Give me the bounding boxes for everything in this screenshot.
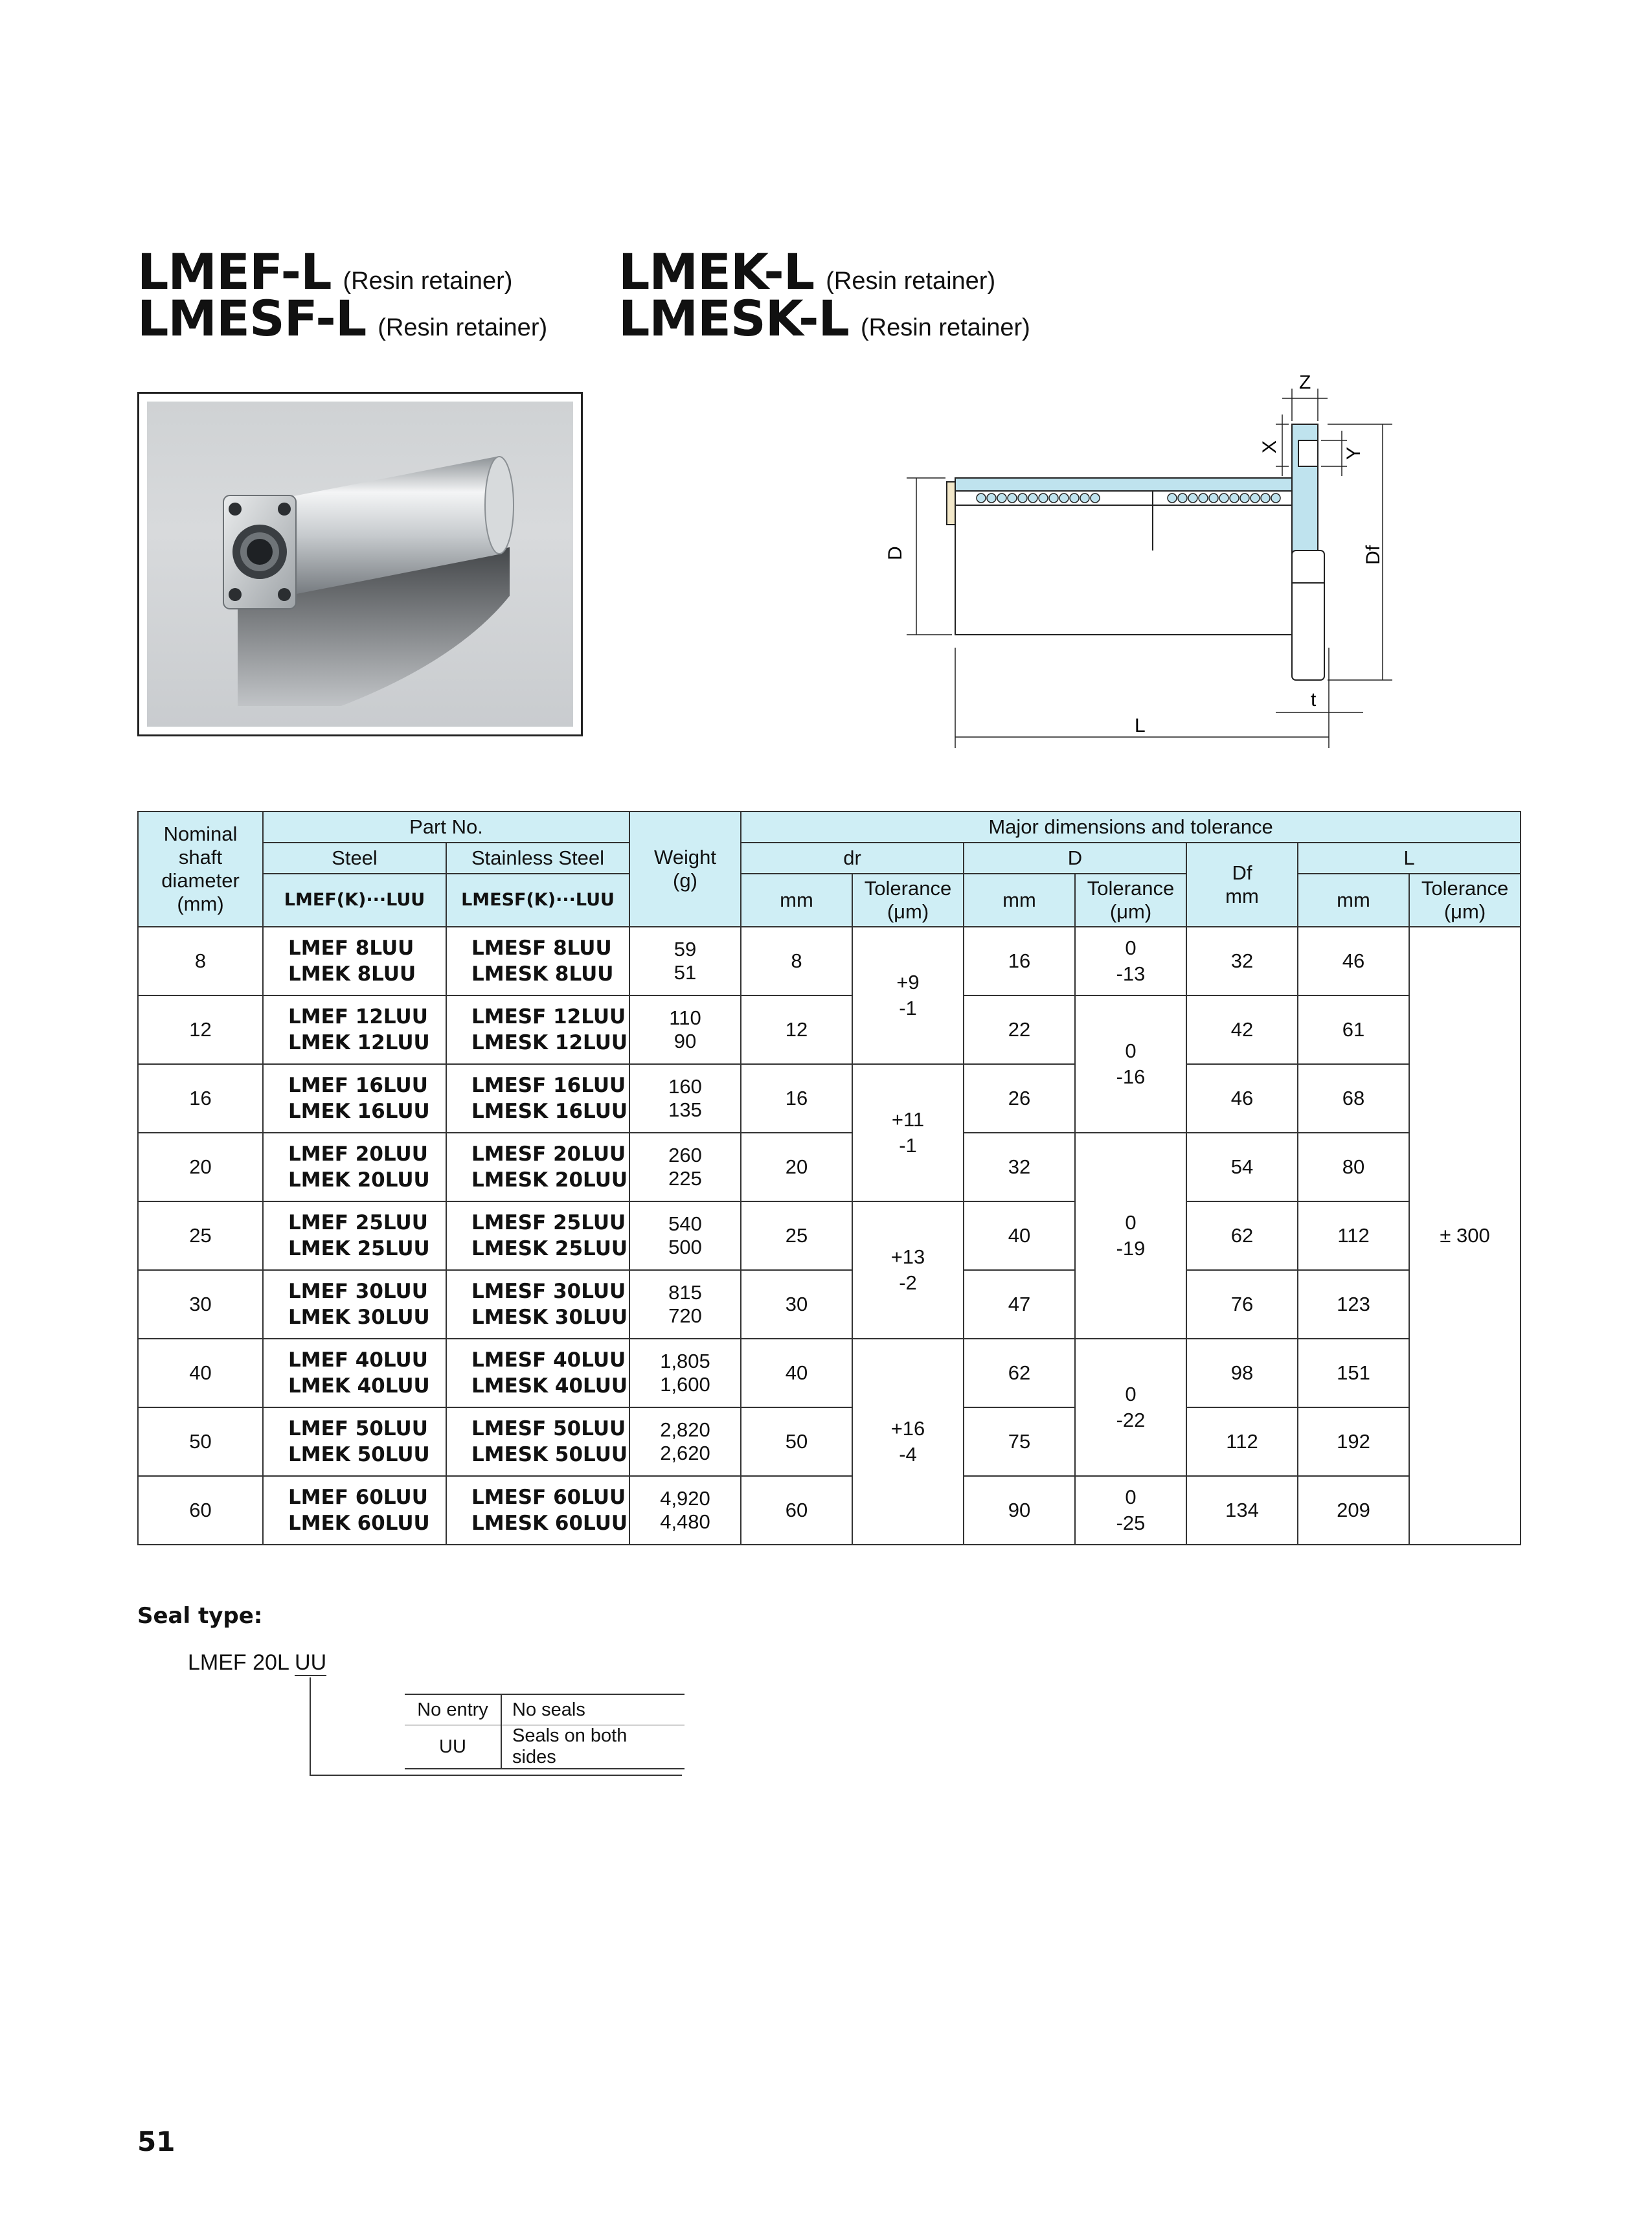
cell-steel-part: LMEF 50LUU LMEK 50LUU: [263, 1407, 446, 1476]
product-title: LMEK-L: [618, 243, 815, 301]
cell-l-mm: 209: [1298, 1476, 1409, 1545]
cell-d-mm: 26: [964, 1064, 1075, 1133]
cell-shaft: 12: [138, 995, 263, 1064]
cell-df: 42: [1186, 995, 1298, 1064]
cell-l-mm: 151: [1298, 1339, 1409, 1407]
header-l-mm: mm: [1298, 874, 1409, 927]
cell-d-tolerance: 0 -22: [1075, 1339, 1186, 1476]
header-df: Df mm: [1186, 843, 1298, 927]
seal-options-table: [405, 1694, 685, 1769]
cell-dr-mm: 8: [741, 927, 852, 995]
cell-shaft: 50: [138, 1407, 263, 1476]
table-row: [138, 1339, 1521, 1407]
header-steel-code: LMEF(K)···LUU: [263, 874, 446, 927]
cell-d-mm: 32: [964, 1133, 1075, 1201]
header-steel: Steel: [263, 843, 446, 874]
dim-label-x: X: [1259, 440, 1280, 453]
cell-l-mm: 112: [1298, 1201, 1409, 1270]
cell-stainless-part: LMESF 30LUU LMESK 30LUU: [446, 1270, 629, 1339]
specification-table: [137, 811, 1521, 1545]
cell-d-mm: 47: [964, 1270, 1075, 1339]
cell-d-tolerance: 0 -25: [1075, 1476, 1186, 1545]
cell-dr-mm: 20: [741, 1133, 852, 1201]
header-stainless: Stainless Steel: [446, 843, 629, 874]
header-part-no: Part No.: [263, 812, 629, 843]
table-row: [138, 995, 1521, 1064]
table-row: [138, 1270, 1521, 1339]
cell-steel-part: LMEF 30LUU LMEK 30LUU: [263, 1270, 446, 1339]
photo-background: [147, 402, 573, 727]
seal-option-desc: Seals on both sides: [501, 1725, 685, 1769]
cell-l-tolerance: ± 300: [1409, 927, 1521, 1545]
table-row: [138, 1201, 1521, 1270]
cell-weight: 160 135: [629, 1064, 741, 1133]
cell-dr-tolerance: +13 -2: [852, 1201, 964, 1339]
product-title: LMEF-L: [137, 243, 332, 301]
cell-df: 112: [1186, 1407, 1298, 1476]
cell-stainless-part: LMESF 16LUU LMESK 16LUU: [446, 1064, 629, 1133]
header-stainless-code: LMESF(K)···LUU: [446, 874, 629, 927]
header-dr-mm: mm: [741, 874, 852, 927]
header-d: D: [964, 843, 1186, 874]
cell-steel-part: LMEF 8LUU LMEK 8LUU: [263, 927, 446, 995]
dim-label-l: L: [1135, 715, 1146, 736]
table-row: [138, 1133, 1521, 1201]
cell-weight: 815 720: [629, 1270, 741, 1339]
header-dr: dr: [741, 843, 964, 874]
cell-d-tolerance: 0 -13: [1075, 927, 1186, 995]
header-dr-tolerance: Tolerance (μm): [852, 874, 964, 927]
table-row: [138, 927, 1521, 995]
title-line: [137, 290, 548, 347]
title-block-right: [618, 243, 1030, 347]
cell-stainless-part: LMESF 25LUU LMESK 25LUU: [446, 1201, 629, 1270]
cell-l-mm: 80: [1298, 1133, 1409, 1201]
header-d-mm: mm: [964, 874, 1075, 927]
cell-l-mm: 192: [1298, 1407, 1409, 1476]
seal-option-desc: No seals: [501, 1694, 685, 1725]
cell-l-mm: 123: [1298, 1270, 1409, 1339]
dim-label-t: t: [1311, 689, 1317, 710]
product-subtitle: (Resin retainer): [343, 267, 513, 295]
cell-weight: 1,805 1,600: [629, 1339, 741, 1407]
cell-l-mm: 68: [1298, 1064, 1409, 1133]
cell-df: 134: [1186, 1476, 1298, 1545]
cell-weight: 540 500: [629, 1201, 741, 1270]
product-title: LMESK-L: [618, 290, 849, 347]
cell-dr-mm: 40: [741, 1339, 852, 1407]
cell-df: 32: [1186, 927, 1298, 995]
seal-option-code: UU: [405, 1725, 501, 1769]
seal-example-prefix: LMEF 20L: [188, 1650, 295, 1675]
cell-weight: 59 51: [629, 927, 741, 995]
product-title: LMESF-L: [137, 290, 367, 347]
table-row: [138, 1476, 1521, 1545]
bearing-illustration: [147, 402, 573, 727]
cell-steel-part: LMEF 16LUU LMEK 16LUU: [263, 1064, 446, 1133]
dim-label-z: Z: [1299, 372, 1311, 393]
cell-dr-mm: 25: [741, 1201, 852, 1270]
cell-dr-mm: 60: [741, 1476, 852, 1545]
cell-d-tolerance: 0 -16: [1075, 995, 1186, 1133]
cell-shaft: 8: [138, 927, 263, 995]
cell-d-tolerance: 0 -19: [1075, 1133, 1186, 1339]
cell-stainless-part: LMESF 8LUU LMESK 8LUU: [446, 927, 629, 995]
cell-steel-part: LMEF 40LUU LMEK 40LUU: [263, 1339, 446, 1407]
drawing-body: [947, 424, 1324, 680]
cell-steel-part: LMEF 25LUU LMEK 25LUU: [263, 1201, 446, 1270]
cell-df: 54: [1186, 1133, 1298, 1201]
seal-type-heading: Seal type:: [137, 1603, 263, 1629]
seal-option-row: [405, 1725, 685, 1769]
cell-dr-mm: 16: [741, 1064, 852, 1133]
cell-weight: 110 90: [629, 995, 741, 1064]
header-nominal: Nominal shaft diameter (mm): [138, 812, 263, 927]
cell-d-mm: 62: [964, 1339, 1075, 1407]
title-block-left: [137, 243, 548, 347]
cell-shaft: 25: [138, 1201, 263, 1270]
cell-steel-part: LMEF 12LUU LMEK 12LUU: [263, 995, 446, 1064]
cell-stainless-part: LMESF 60LUU LMESK 60LUU: [446, 1476, 629, 1545]
cell-l-mm: 46: [1298, 927, 1409, 995]
cell-df: 62: [1186, 1201, 1298, 1270]
cell-steel-part: LMEF 20LUU LMEK 20LUU: [263, 1133, 446, 1201]
cell-shaft: 20: [138, 1133, 263, 1201]
cell-d-mm: 16: [964, 927, 1075, 995]
seal-example-code: [188, 1650, 326, 1675]
cell-weight: 2,820 2,620: [629, 1407, 741, 1476]
technical-drawing: [835, 363, 1418, 751]
seal-connector-line: [310, 1677, 311, 1775]
cell-df: 98: [1186, 1339, 1298, 1407]
cell-d-mm: 40: [964, 1201, 1075, 1270]
cell-stainless-part: LMESF 50LUU LMESK 50LUU: [446, 1407, 629, 1476]
cell-dr-mm: 50: [741, 1407, 852, 1476]
cell-d-mm: 22: [964, 995, 1075, 1064]
cell-steel-part: LMEF 60LUU LMEK 60LUU: [263, 1476, 446, 1545]
seal-connector-line: [310, 1775, 682, 1776]
cell-shaft: 40: [138, 1339, 263, 1407]
header-l: L: [1298, 843, 1521, 874]
cell-weight: 4,920 4,480: [629, 1476, 741, 1545]
cell-d-mm: 75: [964, 1407, 1075, 1476]
table-row: [138, 1407, 1521, 1476]
cell-dr-tolerance: +16 -4: [852, 1339, 964, 1545]
page-number: 51: [137, 2126, 175, 2157]
cell-stainless-part: LMESF 12LUU LMESK 12LUU: [446, 995, 629, 1064]
cell-weight: 260 225: [629, 1133, 741, 1201]
product-photo: [137, 392, 583, 736]
cell-shaft: 16: [138, 1064, 263, 1133]
header-d-tolerance: Tolerance (μm): [1075, 874, 1186, 927]
cell-df: 46: [1186, 1064, 1298, 1133]
cell-dr-tolerance: +11 -1: [852, 1064, 964, 1201]
dim-label-df: Df: [1363, 545, 1384, 565]
cell-stainless-part: LMESF 20LUU LMESK 20LUU: [446, 1133, 629, 1201]
cell-dr-mm: 30: [741, 1270, 852, 1339]
header-l-tolerance: Tolerance (μm): [1409, 874, 1521, 927]
cell-df: 76: [1186, 1270, 1298, 1339]
seal-option-code: No entry: [405, 1694, 501, 1725]
cell-l-mm: 61: [1298, 995, 1409, 1064]
cell-stainless-part: LMESF 40LUU LMESK 40LUU: [446, 1339, 629, 1407]
title-line: [618, 290, 1030, 347]
cell-dr-tolerance: +9 -1: [852, 927, 964, 1064]
product-subtitle: (Resin retainer): [860, 314, 1030, 341]
cell-d-mm: 90: [964, 1476, 1075, 1545]
cell-dr-mm: 12: [741, 995, 852, 1064]
product-subtitle: (Resin retainer): [826, 267, 996, 295]
cell-shaft: 30: [138, 1270, 263, 1339]
dim-label-d: D: [885, 546, 906, 560]
seal-example-suffix: UU: [295, 1650, 327, 1675]
header-weight: Weight (g): [629, 812, 741, 927]
cell-shaft: 60: [138, 1476, 263, 1545]
table-row: [138, 1064, 1521, 1133]
header-major-dimensions: Major dimensions and tolerance: [741, 812, 1521, 843]
dim-label-y: Y: [1343, 446, 1364, 460]
seal-option-row: [405, 1694, 685, 1725]
product-subtitle: (Resin retainer): [378, 314, 548, 341]
